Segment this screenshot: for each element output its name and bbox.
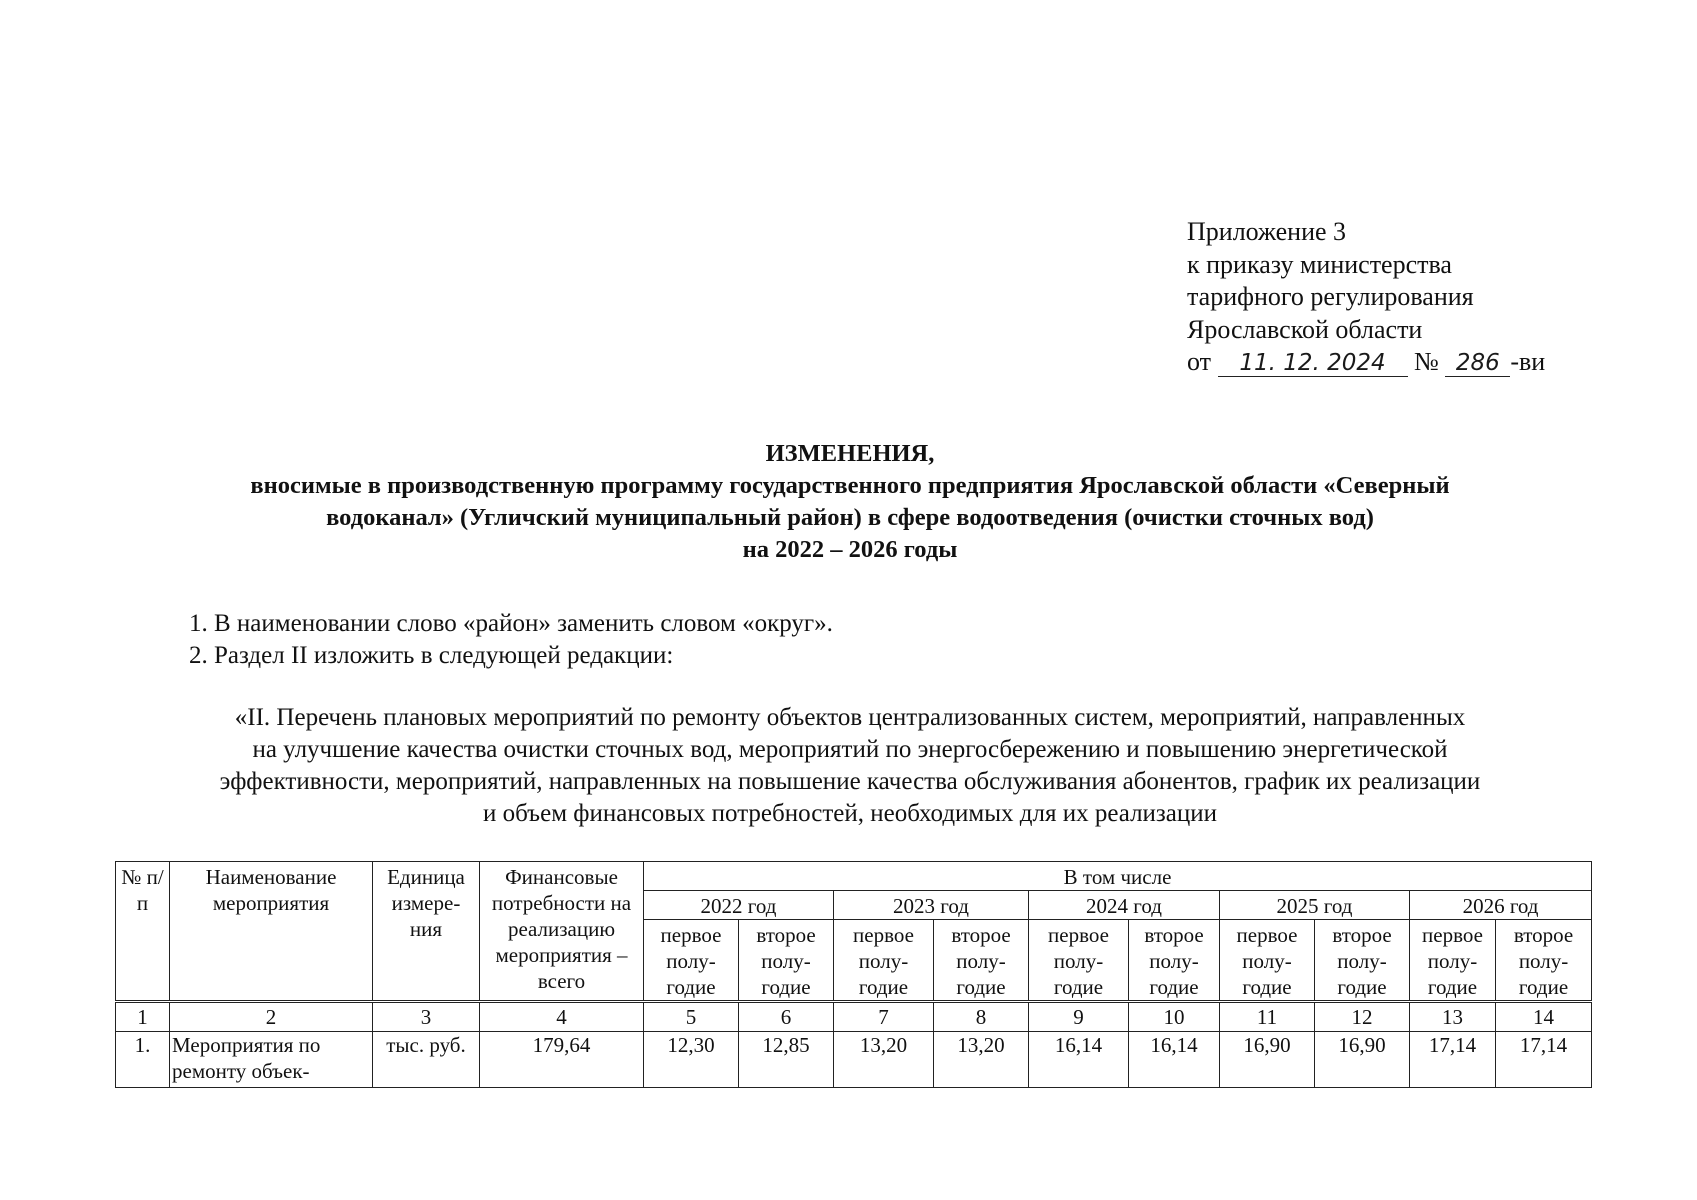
row-value: 13,20 bbox=[834, 1032, 934, 1088]
header-year-2025: 2025 год bbox=[1220, 891, 1410, 920]
header-name: Наименование мероприятия bbox=[170, 862, 373, 1002]
column-number: 6 bbox=[739, 1002, 834, 1032]
row-value: 16,14 bbox=[1029, 1032, 1129, 1088]
annex-date-line bbox=[1187, 346, 1545, 379]
header-first-half: первое полу- годие bbox=[834, 920, 934, 1002]
row-value: 17,14 bbox=[1496, 1032, 1592, 1088]
measures-table bbox=[115, 861, 1592, 1088]
amendment-items bbox=[189, 608, 833, 671]
column-number: 8 bbox=[934, 1002, 1029, 1032]
column-number: 2 bbox=[170, 1002, 373, 1032]
header-unit: Единица измере- ния bbox=[373, 862, 480, 1002]
title-line-3: водоканал» (Угличский муниципальный район) в сфере водоотведения (очистки сточных вод) bbox=[326, 504, 1374, 531]
section-title bbox=[100, 702, 1600, 830]
column-number: 4 bbox=[480, 1002, 644, 1032]
date-prefix: от bbox=[1187, 347, 1212, 376]
header-second-half: второе полу- годие bbox=[1129, 920, 1220, 1002]
header-year-2023: 2023 год bbox=[834, 891, 1029, 920]
column-number: 3 bbox=[373, 1002, 480, 1032]
header-first-half: первое полу- годие bbox=[1029, 920, 1129, 1002]
header-year-2024: 2024 год bbox=[1029, 891, 1220, 920]
header-second-half: второе полу- годие bbox=[739, 920, 834, 1002]
header-including: В том числе bbox=[644, 862, 1592, 891]
title-line-4: на 2022 – 2026 годы bbox=[742, 536, 958, 563]
column-number: 5 bbox=[644, 1002, 739, 1032]
header-finance: Финансовые потребности на реализацию мероприятия – всего bbox=[480, 862, 644, 1002]
header-first-half: первое полу- годие bbox=[1410, 920, 1496, 1002]
header-num: № п/п bbox=[116, 862, 170, 1002]
document-title bbox=[100, 438, 1600, 566]
annex-line-1: Приложение 3 bbox=[1187, 217, 1347, 246]
header-second-half: второе полу- годие bbox=[1315, 920, 1410, 1002]
title-line-2: вносимые в производственную программу государственного предприятия Ярославской области «Северный bbox=[250, 472, 1450, 499]
column-number: 7 bbox=[834, 1002, 934, 1032]
header-second-half: второе полу- годие bbox=[1496, 920, 1592, 1002]
column-number: 14 bbox=[1496, 1002, 1592, 1032]
row-name: Мероприятия по ремонту объек- bbox=[170, 1032, 373, 1088]
row-value: 12,30 bbox=[644, 1032, 739, 1088]
row-total: 179,64 bbox=[480, 1032, 644, 1088]
column-number: 10 bbox=[1129, 1002, 1220, 1032]
column-number: 9 bbox=[1029, 1002, 1129, 1032]
header-first-half: первое полу- годие bbox=[1220, 920, 1315, 1002]
handwritten-date: 11. 12. 2024 bbox=[1218, 350, 1408, 377]
title-line-1: ИЗМЕНЕНИЯ, bbox=[765, 440, 935, 467]
header-first-half: первое полу- годие bbox=[644, 920, 739, 1002]
annex-line-4: Ярославской области bbox=[1187, 314, 1423, 344]
annex-line-3: тарифного регулирования bbox=[1187, 282, 1474, 311]
column-number: 1 bbox=[116, 1002, 170, 1032]
row-value: 16,14 bbox=[1129, 1032, 1220, 1088]
header-year-2022: 2022 год bbox=[644, 891, 834, 920]
row-value: 16,90 bbox=[1315, 1032, 1410, 1088]
row-value: 16,90 bbox=[1220, 1032, 1315, 1088]
header-year-2026: 2026 год bbox=[1410, 891, 1592, 920]
header-second-half: второе полу- годие bbox=[934, 920, 1029, 1002]
amendment-item-1: 1. В наименовании слово «район» заменить словом «округ». bbox=[189, 610, 833, 637]
row-value: 17,14 bbox=[1410, 1032, 1496, 1088]
row-value: 13,20 bbox=[934, 1032, 1029, 1088]
annex-line-2: к приказу министерства bbox=[1187, 249, 1452, 279]
section-title-line-4: и объем финансовых потребностей, необходимых для их реализации bbox=[482, 800, 1218, 827]
column-number-row bbox=[116, 1002, 1592, 1032]
row-unit: тыс. руб. bbox=[373, 1032, 480, 1088]
header-row-1 bbox=[116, 862, 1592, 891]
section-title-line-2: на улучшение качества очистки сточных вод, мероприятий по энергосбережению и повышению энергетической bbox=[252, 736, 1448, 763]
handwritten-number: 286 bbox=[1445, 350, 1510, 377]
amendment-item-2: 2. Раздел II изложить в следующей редакции: bbox=[189, 641, 674, 669]
column-number: 13 bbox=[1410, 1002, 1496, 1032]
section-title-line-1: «II. Перечень плановых мероприятий по ремонту объектов централизованных систем, мероприятий, направленных bbox=[234, 704, 1466, 731]
section-title-line-3: эффективности, мероприятий, направленных на повышение качества обслуживания абонентов, график их реализации bbox=[219, 768, 1481, 795]
row-value: 12,85 bbox=[739, 1032, 834, 1088]
column-number: 12 bbox=[1315, 1002, 1410, 1032]
row-num: 1. bbox=[116, 1032, 170, 1088]
number-suffix: -ви bbox=[1510, 347, 1546, 376]
annex-block bbox=[1187, 216, 1545, 379]
number-prefix: № bbox=[1414, 347, 1439, 376]
table-row bbox=[116, 1032, 1592, 1088]
column-number: 11 bbox=[1220, 1002, 1315, 1032]
